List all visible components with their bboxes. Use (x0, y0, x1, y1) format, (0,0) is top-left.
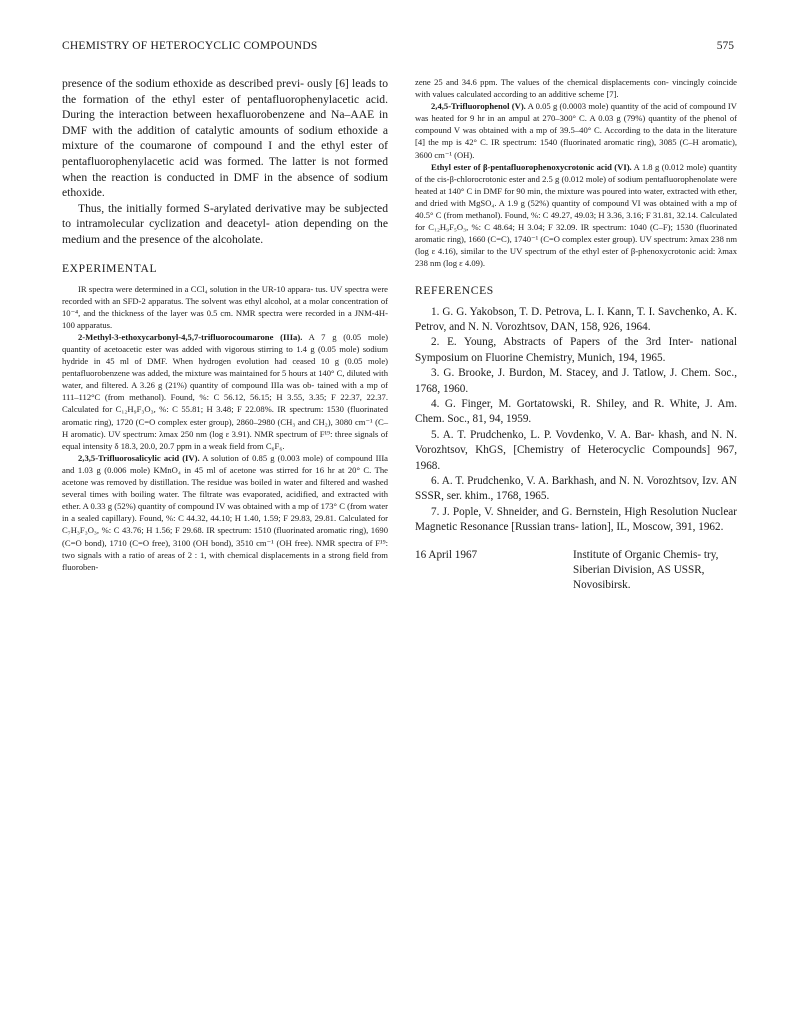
compound-vi-body: A 1.8 g (0.012 mole) quantity of the cis-β-chlorocrotonic ester and 2.5 g (0.012 mole) of sodium pentafluorophenolate were heated at 140° C in DMF for 90 min, the mixture was poured into water, extracted with ether, and dried with MgSO₄. A 1.9 g (52%) quantity of compound VI was obtained with a mp of 40.5° C (from methanol). Found, %: C 49.27, 49.03; H 3.36, 3.16; F 31.81, 32.14. Calculated for C₁₂H₉F₅O₃, %: C 48.64; H 3.04; F 32.09. IR spectrum: 1040 (C–F); 1530 (fluorinated aromatic ring), 1660 (C=C), 1740⁻¹ (C=O complex ester group). UV spectrum: λmax 238 nm (log ε 4.16), similar to the UV spectrum of the ethyl ester of β-phenoxycrotonic acid: λmax 238 nm (log ε 4.09). (415, 161, 738, 269)
reference-item: 6. A. T. Prudchenko, V. A. Barkhash, and N. N. Vorozhtsov, Izv. AN SSSR, ser. khim., 1768, 1965. (415, 474, 737, 503)
institute-affiliation: Institute of Organic Chemis- try, Siberian Division, AS USSR, Novosibirsk. (573, 548, 719, 592)
references-heading: REFERENCES (415, 283, 494, 297)
compound-v-title: 2,4,5-Trifluorophenol (V). (431, 101, 526, 112)
journal-title: CHEMISTRY OF HETEROCYCLIC COMPOUNDS (62, 40, 318, 52)
intro-paragraph: presence of the sodium ethoxide as described previ- ously [6] leads to the formation of the ethyl ester of pentafluorophenylacetic acid. During the interaction between hexafluorobenzene and Na–AAE in DMF with the addition of catalytic amounts of sodium ethoxide a mixture of the coumarone of compound I and the ethyl ester of pentafluorophenylacetic acid was formed. The latter is not formed when the reaction is conducted in DMF in the absence of sodium ethoxide. (62, 77, 388, 200)
signature-block (415, 548, 737, 594)
compound-iiia-title: 2-Methyl-3-ethoxycarbonyl-4,5,7-trifluorocoumarone (IIIa). (78, 331, 303, 342)
compound-vi-paragraph (415, 161, 737, 270)
compound-iiia-body: A 7 g (0.05 mole) quantity of acetoacetic ester was added with vigorous stirring to 1.4 g (0.05 mole) sodium hydride in 45 ml of DMF. When hydrogen evolution had ceased 10 g (0.05 mole) pentafluorobenzene was added, the mixture was maintained for 5 hours at 140° C, diluted with water, and filtered. A 3.26 g (21%) quantity of compound IIIa was ob- tained with a mp of 111–112°C (from methanol). Found, %: C 56.12, 56.15; H 3.55, 3.35; F 22.37, 22.37. Calculated for C₁₂H₉F₃O₃, %: C 55.81; H 3.48; F 22.08%. IR spectrum: 1530 (fluorinated aromatic ring), 1720 (C=O complex ester group), 2860–2980 (CH₃ and CH₂), 3080 cm⁻¹ (C–H aromatic). UV spectrum: λmax 250 nm (log ε 3.91). NMR spectrum of F¹⁹: three signals of equal intensity δ 18.3, 20.0, 20.7 ppm in a weak field from C₆F₆. (62, 331, 388, 451)
compound-iiia-paragraph (62, 331, 388, 452)
reference-item: 3. G. Brooke, J. Burdon, M. Stacey, and J. Tatlow, J. Chem. Soc., 1768, 1960. (415, 367, 737, 395)
compound-vi-title: Ethyl ester of β-pentafluorophenoxycrotonic acid (VI). (431, 161, 632, 172)
compound-iv-paragraph (62, 452, 388, 573)
left-column (62, 76, 388, 573)
reference-item: 5. A. T. Prudchenko, L. P. Vovdenko, V. A. Bar- khash, and N. N. Vorozhtsov, KhGS, [Chemistry of Heterocyclic Compounds] 967, 1968. (415, 428, 737, 472)
conclusion-paragraph: Thus, the initially formed S-arylated derivative may be subjected to intramolecular cyclization and deacetyl- ation depending on the medium and the presence of the alcoholate. (62, 201, 388, 246)
continuation-paragraph: zene 25 and 34.6 ppm. The values of the chemical displacements con- vincingly coincide with values calculated according to an additive scheme [7]. (415, 77, 737, 100)
reference-item: 7. J. Pople, V. Shneider, and G. Bernstein, High Resolution Nuclear Magnetic Resonance [Russian trans- lation], IL, Moscow, 391, 1962. (415, 505, 737, 534)
right-column (415, 76, 737, 594)
compound-v-body: A 0.05 g (0.0003 mole) quantity of the acid of compound IV was heated for 9 hr in an ampul at 270–300° C. A 0.03 g (79%) quantity of the phenol of compound V was obtained with a mp of 39.5–40° C. According to the data in the literature [4] the mp is 42° C. IR spectrum: 1540 (fluorinated aromatic ring), 3085 (C–H aromatic), 3600 cm⁻¹ (OH). (415, 101, 737, 160)
compound-v-paragraph (415, 100, 737, 160)
methods-paragraph: IR spectra were determined in a CCl₄ solution in the UR-10 appara- tus. UV spectra were recorded with an SFD-2 apparatus. The solvent was ethyl alcohol, at a molar concentration of 10⁻⁴, and the thickness of the layer was 0.5 cm. NMR spectra were recorded in a JNM-4H-100 apparatus. (62, 283, 388, 330)
reference-item: 1. G. G. Yakobson, T. D. Petrova, L. I. Kann, T. I. Savchenko, A. K. Petrov, and N. N. Vorozhtsov, DAN, 158, 926, 1964. (415, 305, 737, 333)
page-number: 575 (716, 40, 734, 52)
received-date: 16 April 1967 (415, 548, 478, 561)
compound-iv-body: A solution of 0.85 g (0.003 mole) of compound IIIa and 1.03 g (0.006 mole) KMnO₄ in 45 ml of acetone was stirred for 16 hr at 20° C. The acetone was removed by distillation. The residue was boiled in water and filtered and washed several times with boiling water. The filtrate was evaporated, acidified, and extracted with ether. A 0.33 g (52%) quantity of compound IV was obtained with a mp of 173° C (from water in a sealed capillary). Found, %: C 44.32, 44.10; H 1.40, 1.59; F 29.83, 29.81. Calculated for C₇H₃F₃O₃, %: C 43.76; H 1.56; F 29.68. IR spectrum: 1510 (fluorinated aromatic ring), 1690 (C=O bond), 1710 (C=O free), 3100 (OH bond), 3510 cm⁻¹ (OH free). NMR spectra of F¹⁹: two signals with a ratio of areas of 2 : 1, with chemical displacements in a strong field from fluoroben- (62, 452, 388, 572)
reference-item: 2. E. Young, Abstracts of Papers of the 3rd Inter- national Symposium on Fluorine Chemistry, Munich, 194, 1965. (415, 336, 737, 364)
compound-iv-title: 2,3,5-Trifluorosalicylic acid (IV). (78, 452, 200, 463)
running-head (62, 40, 734, 56)
reference-item: 4. G. Finger, M. Gortatowski, R. Shiley, and R. White, J. Am. Chem. Soc., 81, 94, 1959. (415, 397, 737, 426)
experimental-heading: EXPERIMENTAL (62, 261, 158, 275)
